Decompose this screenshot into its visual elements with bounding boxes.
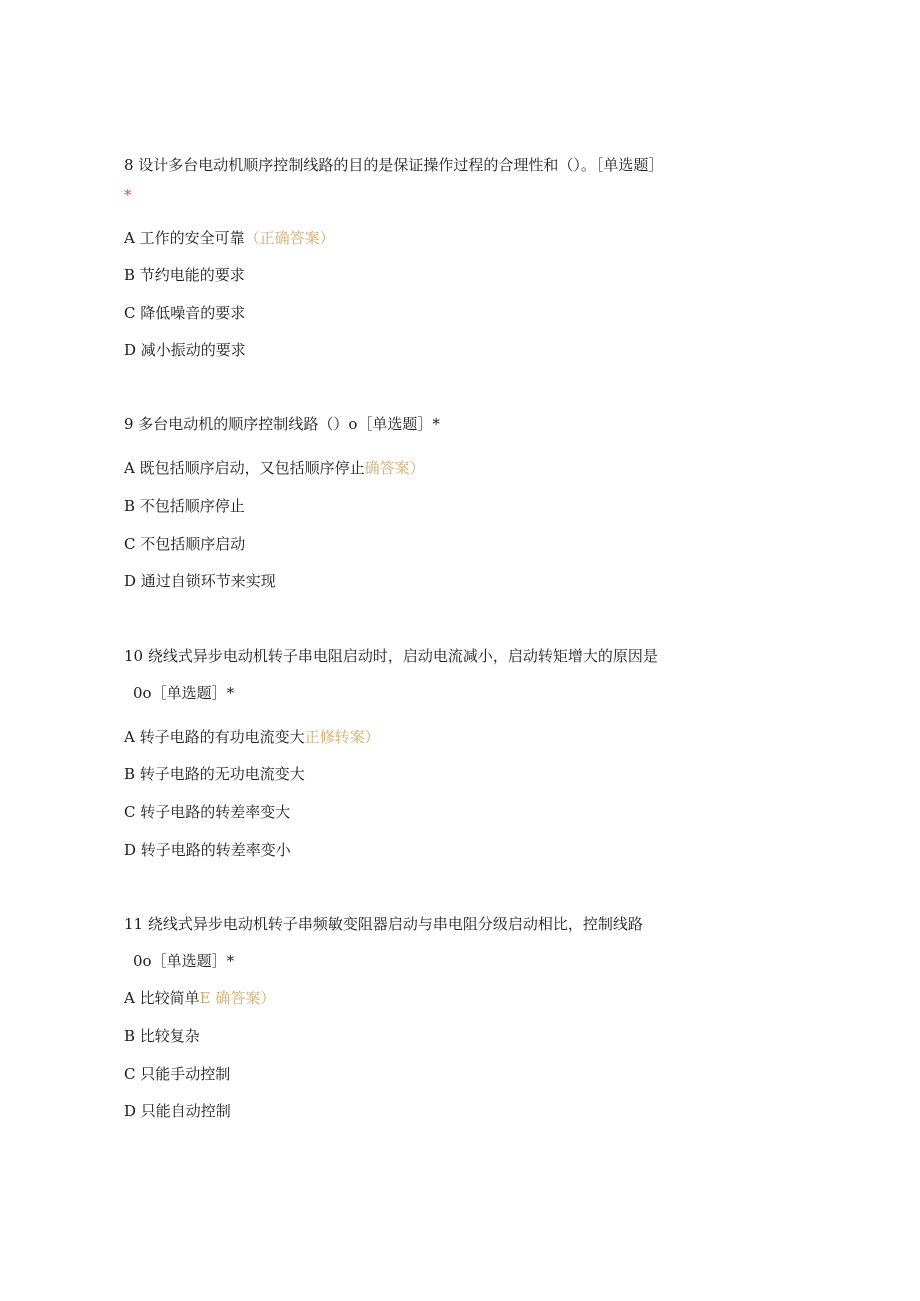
question-title: 11 绕线式异步电动机转子串频敏变阻器启动与串电阻分级启动相比，控制线路 (124, 915, 643, 933)
option-text: D 转子电路的转差率变小 (124, 841, 291, 859)
question-title-cont: 0o［单选题］* (133, 684, 235, 702)
option-c[interactable] (124, 303, 245, 323)
question-title: 8 设计多台电动机顺序控制线路的目的是保证操作过程的合理性和（）。［单选题］ (124, 156, 664, 174)
option-b[interactable] (124, 496, 245, 516)
option-text: B 不包括顺序停止 (124, 497, 245, 515)
option-c[interactable] (124, 1064, 230, 1084)
question-title-cont: 0o［单选题］* (133, 952, 235, 970)
option-d[interactable] (124, 840, 291, 860)
option-a[interactable] (124, 458, 425, 478)
option-a[interactable] (124, 727, 380, 747)
required-star: * (124, 186, 132, 204)
correct-answer-mark: E 确答案） (199, 989, 276, 1007)
option-a[interactable] (124, 228, 335, 248)
option-b[interactable] (124, 1026, 200, 1046)
option-text: A 比较简单 (124, 989, 200, 1007)
option-text: B 转子电路的无功电流变大 (124, 765, 305, 783)
option-text: C 只能手动控制 (124, 1065, 231, 1083)
question-title: 9 多台电动机的顺序控制线路（）o［单选题］* (124, 415, 440, 433)
option-text: A 转子电路的有功电流变大 (124, 728, 305, 746)
option-b[interactable] (124, 764, 305, 784)
option-text: C 转子电路的转差率变大 (124, 803, 291, 821)
option-text: A 工作的安全可靠 (124, 229, 245, 247)
option-a[interactable] (124, 988, 275, 1008)
option-d[interactable] (124, 571, 276, 591)
option-d[interactable] (124, 1101, 231, 1121)
option-text: B 节约电能的要求 (124, 266, 245, 284)
option-text: A 既包括顺序启动，又包括顺序停止 (124, 459, 365, 477)
option-text: C 不包括顺序启动 (124, 535, 246, 553)
option-text: C 降低噪音的要求 (124, 304, 246, 322)
option-text: B 比较复杂 (124, 1027, 200, 1045)
option-text: D 减小振动的要求 (124, 341, 246, 359)
question-title: 10 绕线式异步电动机转子串电阻启动时，启动电流减小，启动转矩增大的原因是 (124, 647, 658, 665)
option-d[interactable] (124, 340, 246, 360)
option-c[interactable] (124, 534, 245, 554)
option-text: D 只能自动控制 (124, 1102, 231, 1120)
option-b[interactable] (124, 265, 245, 285)
correct-answer-mark: 确答案） (364, 459, 425, 477)
option-text: D 通过自锁环节来实现 (124, 572, 276, 590)
option-c[interactable] (124, 802, 290, 822)
correct-answer-mark: （正确答案） (244, 229, 335, 247)
correct-answer-mark: 正修转案） (304, 728, 380, 746)
